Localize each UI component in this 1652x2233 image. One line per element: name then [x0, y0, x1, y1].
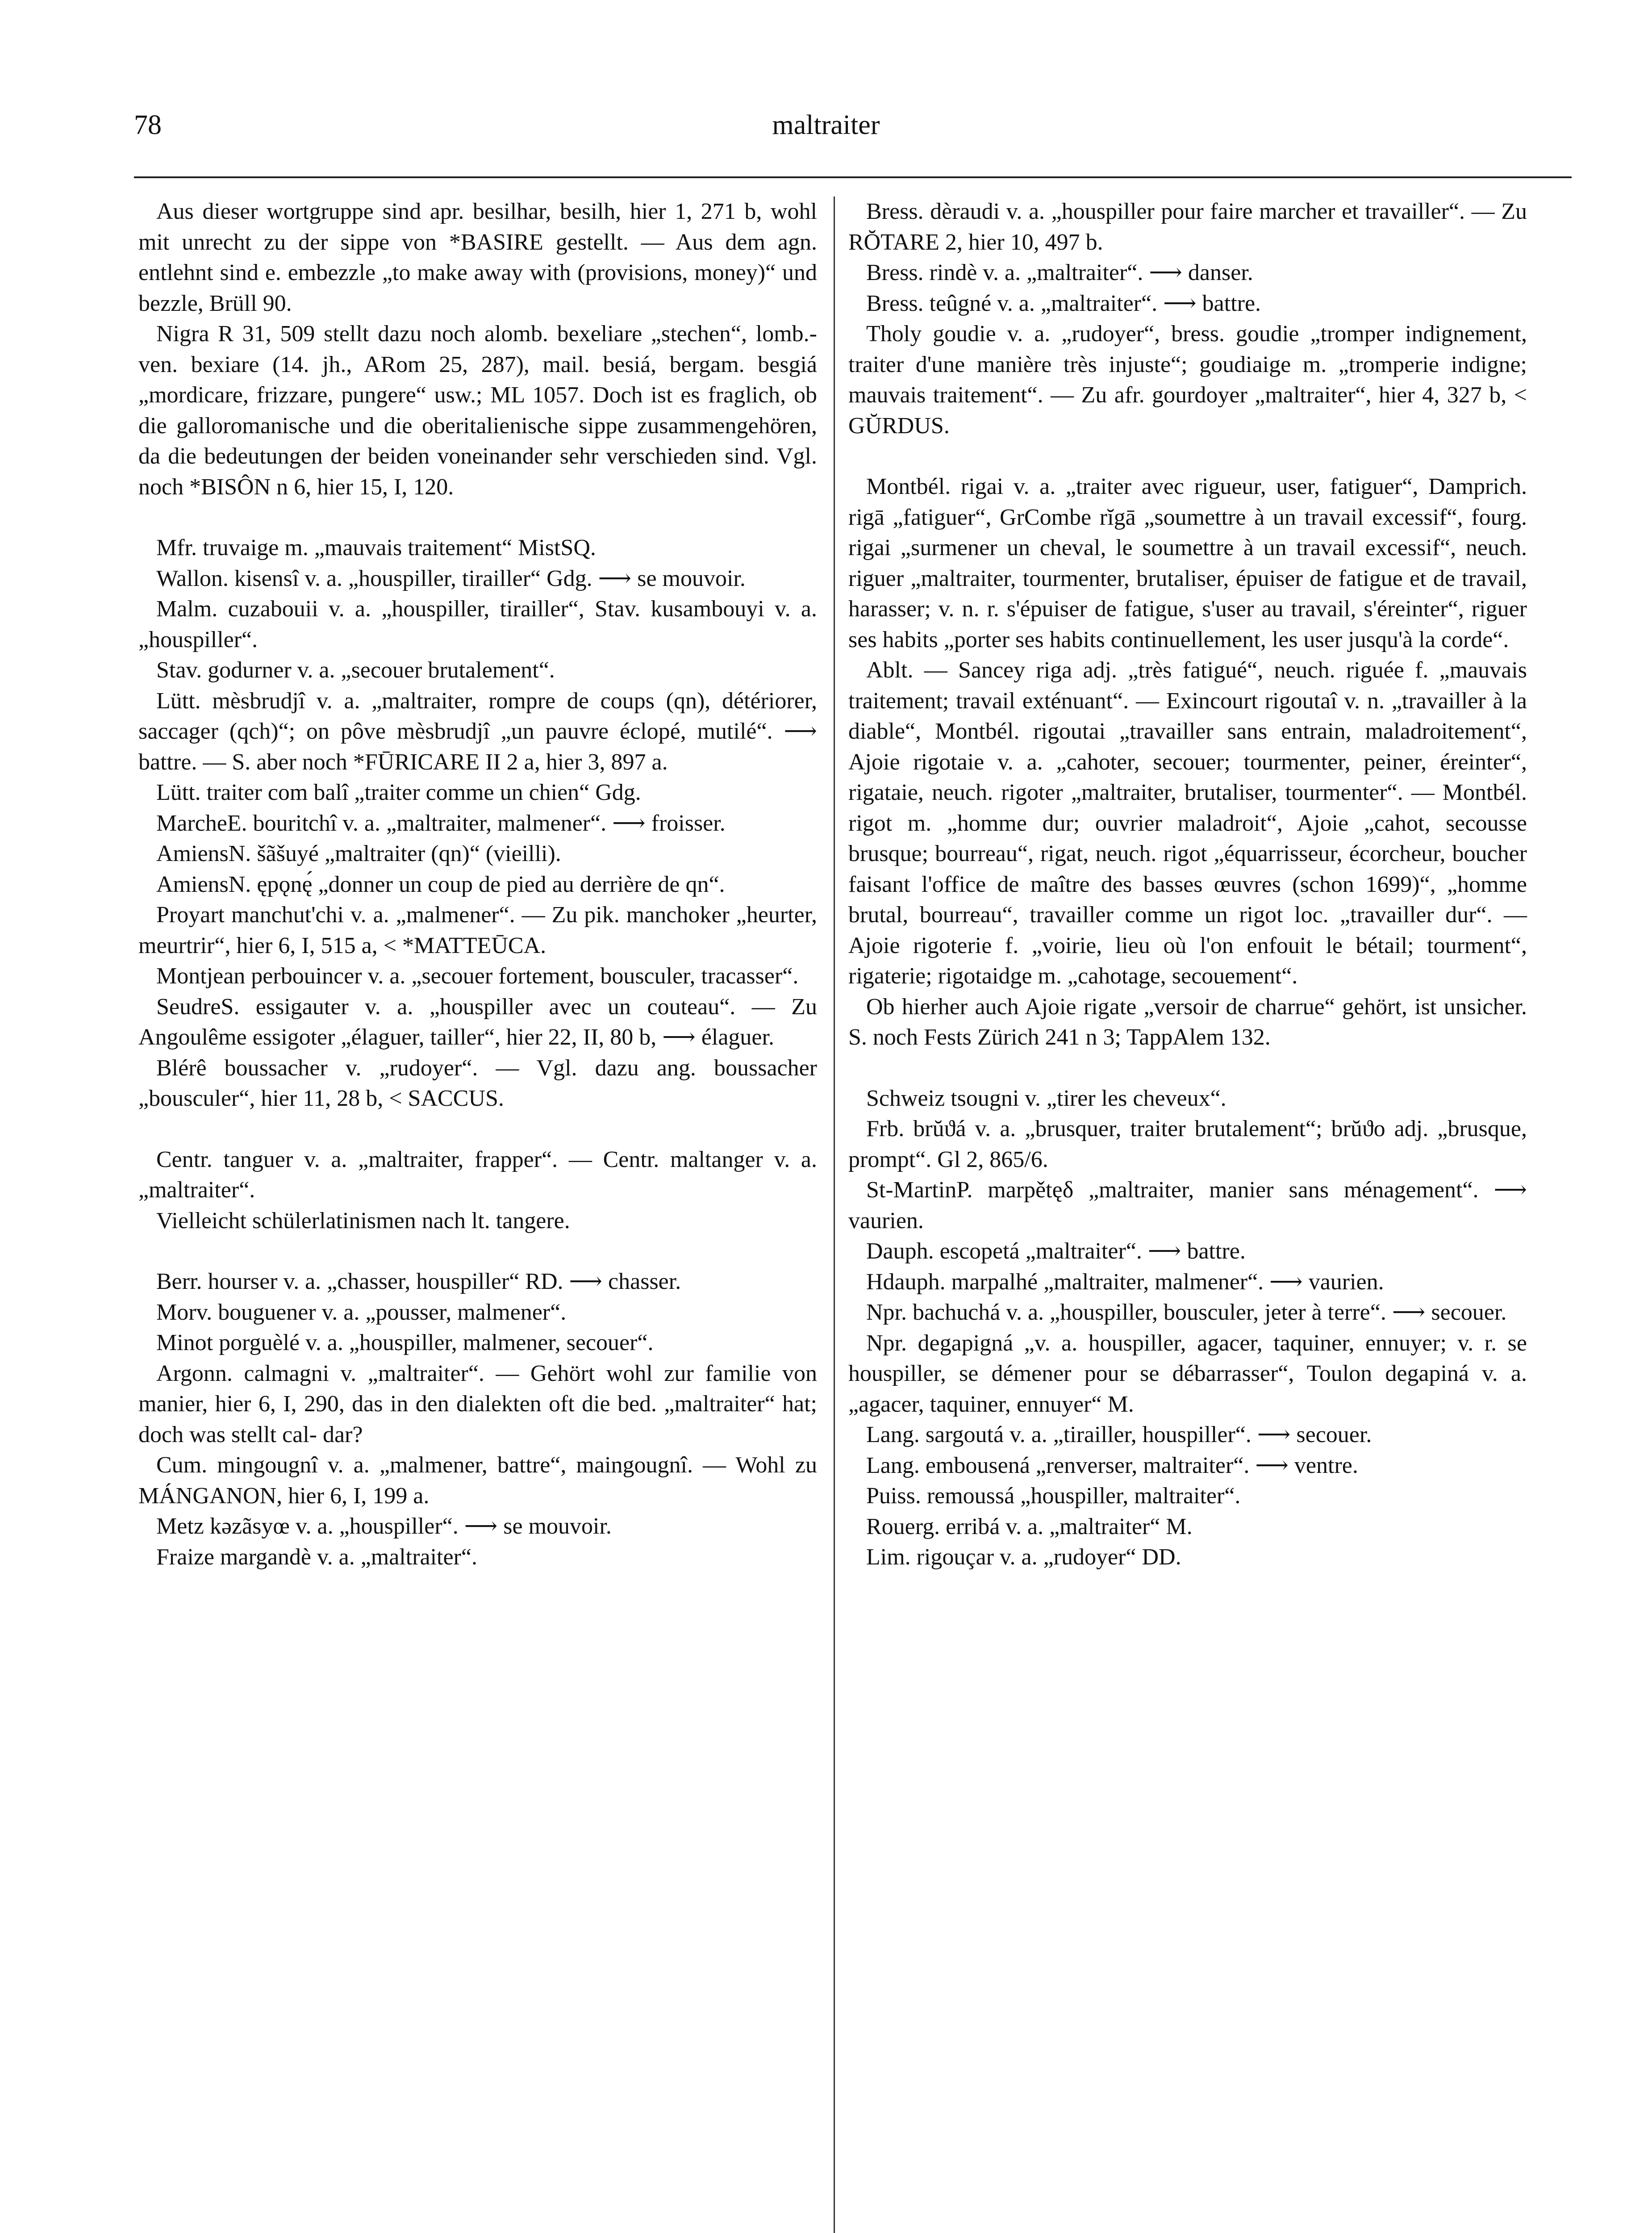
dictionary-entry: Puiss. remoussá „houspiller, maltraiter“.: [866, 1483, 1241, 1509]
dictionary-entry: Lütt. traiter com balî „traiter comme un chien“ Gdg.: [156, 780, 641, 805]
dictionary-entry: Berr. hourser v. a. „chasser, houspiller“ RD. ⟶ chasser.: [156, 1269, 681, 1294]
page-number: 78: [134, 110, 162, 140]
dictionary-entry: Cum. mingougnî v. a. „malmener, battre“, maingougnî. — Wohl zu MÁNGANON, hier 6, I, 199 a.: [138, 1452, 817, 1509]
dictionary-entry: Frb. brŭϑá v. a. „brusquer, traiter brutalement“; brŭϑo adj. „brusque, prompt“. Gl 2, 865/6.: [848, 1116, 1527, 1172]
dictionary-entry: Centr. tanguer v. a. „maltraiter, frapper“. — Centr. maltanger v. a. „maltraiter“.: [138, 1146, 817, 1203]
dictionary-entry: Lim. rigouçar v. a. „rudoyer“ DD.: [866, 1544, 1181, 1570]
dictionary-entry: AmiensN. ępǫnę́ „donner un coup de pied au derrière de qn“.: [156, 871, 725, 897]
dictionary-entry: Dauph. escopetá „maltraiter“. ⟶ battre.: [866, 1238, 1246, 1264]
dictionary-entry: AmiensN. šãšuyé „maltraiter (qn)“ (vieilli).: [156, 841, 561, 866]
dictionary-entry: Montjean perbouincer v. a. „secouer fortement, bousculer, tracasser“.: [156, 963, 799, 989]
dictionary-entry: Lang. sargoutá v. a. „tirailler, houspiller“. ⟶ secouer.: [866, 1422, 1372, 1447]
dictionary-entry: Argonn. calmagni v. „maltraiter“. — Gehört wohl zur familie von manier, hier 6, I, 290, das in den dialekten oft die bed. „maltraiter“ hat; doch was stellt cal- dar?: [138, 1360, 817, 1447]
column-divider: [834, 197, 835, 2233]
dictionary-entry: Lütt. mèsbrudjî v. a. „maltraiter, rompre de coups (qn), détériorer, saccager (qch)“; on pôve mèsbrudjî „un pauvre éclopé, mutilé“. ⟶ battre. — S. aber noch *FŪRICARE II 2 a, hier 3, 897 a.: [138, 688, 817, 775]
dictionary-entry: Fraize margandè v. a. „maltraiter“.: [156, 1544, 477, 1570]
dictionary-entry: St-MartinP. marpětęδ „maltraiter, manier sans ménagement“. ⟶ vaurien.: [848, 1177, 1527, 1234]
dictionary-entry: MarcheE. bouritchî v. a. „maltraiter, malmener“. ⟶ froisser.: [156, 810, 726, 836]
dictionary-entry: Bress. dèraudi v. a. „houspiller pour faire marcher et travailler“. — Zu RŎTARE 2, hier 10, 497 b.: [848, 199, 1527, 255]
dictionary-entry: Bress. teûgné v. a. „maltraiter“. ⟶ battre.: [866, 290, 1261, 316]
dictionary-entry: Vielleicht schülerlatinismen nach lt. tangere.: [156, 1208, 570, 1234]
dictionary-entry: Lang. embousená „renverser, maltraiter“. ⟶ ventre.: [866, 1452, 1358, 1478]
header-rule: [134, 176, 1572, 178]
dictionary-entry: Ob hierher auch Ajoie rigate „versoir de charrue“ gehört, ist unsicher. S. noch Fests Zürich 241 n 3; TappAlem 132.: [848, 994, 1527, 1050]
dictionary-entry: Minot porguèlé v. a. „houspiller, malmener, secouer“.: [156, 1330, 654, 1355]
dictionary-entry: Npr. bachuchá v. a. „houspiller, bousculer, jeter à terre“. ⟶ secouer.: [866, 1300, 1507, 1325]
running-head: maltraiter: [772, 110, 880, 140]
dictionary-entry: Montbél. rigai v. a. „traiter avec rigueur, user, fatiguer“, Damprich. rigā „fatiguer“, GrCombe rĭgā „soumettre à un travail excessif“, fourg. rigai „surmener un cheval, le soumettre à un travail excessif“, neuch. riguer „maltraiter, tourmenter, brutaliser, épuiser de fatigue et de travail, harasser; v. n. r. s'épuiser de fatigue, s'user au travail, s'éreinter“, riguer ses habits „porter ses habits continuellement, les user jusqu'à la corde“.: [848, 474, 1527, 652]
dictionary-entry: Npr. degapigná „v. a. houspiller, agacer, taquiner, ennuyer; v. r. se houspiller, se démener pour se débarrasser“, Toulon degapiná v. a. „agacer, taquiner, ennuyer“ M.: [848, 1330, 1527, 1417]
dictionary-entry: Wallon. kisensî v. a. „houspiller, tirailler“ Gdg. ⟶ se mouvoir.: [156, 565, 746, 591]
dictionary-entry: Bress. rindè v. a. „maltraiter“. ⟶ danser.: [866, 260, 1253, 285]
dictionary-entry: Malm. cuzabouii v. a. „houspiller, tirailler“, Stav. kusambouyi v. a. „houspiller“.: [138, 596, 817, 652]
dictionary-entry: Proyart manchut'chi v. a. „malmener“. — Zu pik. manchoker „heurter, meurtrir“, hier 6, I, 515 a, < *MATTEŪCA.: [138, 902, 817, 958]
dictionary-entry: Nigra R 31, 509 stellt dazu noch alomb. bexeliare „stechen“, lomb.-ven. bexiare (14. jh., ARom 25, 287), mail. besiá, bergam. besgiá „mordicare, frizzare, pungere“ usw.; ML 1057. Doch ist es fraglich, ob die galloromanische und die oberitalienische sippe zusammengehören, da die bedeutungen der beiden voneinander sehr verschieden sind. Vgl. noch *BISÔN n 6, hier 15, I, 120.: [138, 321, 817, 500]
dictionary-entry: Schweiz tsougni v. „tirer les cheveux“.: [866, 1085, 1226, 1111]
dictionary-entry: Rouerg. erribá v. a. „maltraiter“ M.: [866, 1514, 1193, 1539]
dictionary-entry: SeudreS. essigauter v. a. „houspiller avec un couteau“. — Zu Angoulême essigoter „élaguer, tailler“, hier 22, II, 80 b, ⟶ élaguer.: [138, 994, 817, 1050]
dictionary-entry: Morv. bouguener v. a. „pousser, malmener“.: [156, 1299, 567, 1325]
dictionary-entry: Mfr. truvaige m. „mauvais traitement“ MistSQ.: [156, 535, 596, 560]
dictionary-entry: Aus dieser wortgruppe sind apr. besilhar, besilh, hier 1, 271 b, wohl mit unrecht zu der sippe von *BASIRE gestellt. — Aus dem agn. entlehnt sind e. embezzle „to make away with (provisions, money)“ und bezzle, Brüll 90.: [138, 199, 817, 316]
right-column: [848, 197, 1527, 1573]
dictionary-entry: Blérê boussacher v. „rudoyer“. — Vgl. dazu ang. boussacher „bousculer“, hier 11, 28 b, < SACCUS.: [138, 1055, 817, 1111]
dictionary-entry: Tholy goudie v. a. „rudoyer“, bress. goudie „tromper indignement, traiter d'une manière très injuste“; goudiaige m. „tromperie indigne; mauvais traitement“. — Zu afr. gourdoyer „maltraiter“, hier 4, 327 b, < GŬRDUS.: [848, 321, 1527, 439]
dictionary-entry: Metz kəzãsyœ v. a. „houspiller“. ⟶ se mouvoir.: [156, 1514, 612, 1539]
dictionary-entry: Hdauph. marpalhé „maltraiter, malmener“. ⟶ vaurien.: [866, 1269, 1384, 1295]
dictionary-entry: Ablt. — Sancey riga adj. „très fatigué“, neuch. riguée f. „mauvais traitement; travail exténuant“. — Exincourt rigoutaî v. n. „travailler à la diable“, Montbél. rigoutai „travailler sans entrain, maladroitement“, Ajoie rigotaie v. a. „cahoter, secouer; tourmenter, peiner, éreinter“, rigataie, neuch. rigoter „maltraiter, brutaliser, tourmenter“. — Montbél. rigot m. „homme dur; ouvrier maladroit“, Ajoie „cahot, secousse brusque; bourreau“, rigat, neuch. rigot „équarrisseur, écorcheur, boucher faisant l'office de maître des basses œuvres (schon 1699)“, „homme brutal, bourreau“, travailler comme un rigot loc. „travailler dur“. — Ajoie rigoterie f. „voirie, lieu où l'on enfouit le bétail; tourment“, rigaterie; rigotaidge m. „cahotage, secouement“.: [848, 657, 1527, 989]
left-column: [138, 197, 817, 1572]
dictionary-entry: Stav. godurner v. a. „secouer brutalement“.: [156, 657, 555, 683]
